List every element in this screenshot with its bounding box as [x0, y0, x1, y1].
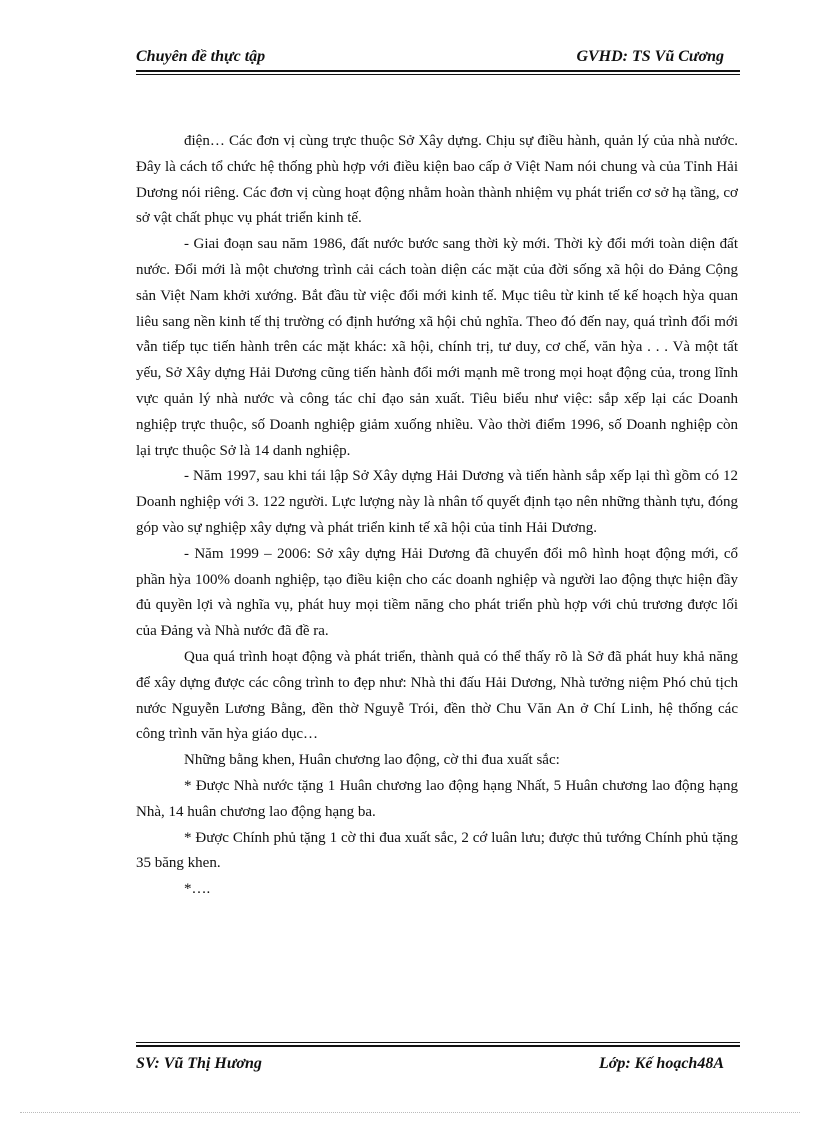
- paragraph: * Được Chính phủ tặng 1 cờ thi đua xuất sắc, 2 cớ luân lưu; được thủ tướng Chính phủ tặng 35 băng khen.: [136, 829, 738, 872]
- document-body: [136, 129, 738, 903]
- paragraph: * Được Nhà nước tặng 1 Huân chương lao động hạng Nhất, 5 Huân chương lao động hạng Nhà, 14 huân chương lao động hạng ba.: [136, 777, 738, 820]
- page-footer: [136, 1055, 730, 1079]
- header-course-title: Chuyên đề thực tập: [136, 48, 266, 65]
- page-header: [136, 48, 730, 72]
- page-bottom-border: [20, 1112, 800, 1113]
- paragraph: Những bằng khen, Huân chương lao động, cờ thi đua xuất sắc:: [184, 752, 560, 769]
- header-rule-thin: [136, 74, 740, 75]
- paragraph: *….: [184, 881, 211, 898]
- footer-rule-thick: [136, 1045, 740, 1047]
- header-rule-thick: [136, 70, 740, 72]
- paragraph: - Giai đoạn sau năm 1986, đất nước bước sang thời kỳ mới. Thời kỳ đổi mới toàn diện đất nước. Đổi mới là một chương trình cải cách toàn diện các mặt của đời sống xã hội do Đảng Cộng sản Việt Nam khởi xướng. Bắt đầu từ việc đổi mới kinh tế. Mục tiêu từ kinh tế kế hoạch hỳa quan liêu sang nền kinh tế thị trường có định hướng xã hội chủ nghĩa. Theo đó đến nay, quá trình đổi mới vẫn tiếp tục tiến hành trên các mặt khác: xã hội, chính trị, tư duy, cơ chế, văn hỳa . . . Và một tất yếu, Sở Xây dựng Hải Dương cũng tiến hành đổi mới mạnh mẽ trong mọi hoạt động của, trong lĩnh vực quản lý nhà nước và công tác chỉ đạo sản xuất. Tiêu biểu như việc: sắp xếp lại các Doanh nghiệp trực thuộc, số Doanh nghiệp giảm xuống nhiều. Vào thời điểm 1996, số Doanh nghiệp còn lại trực thuộc Sở là 14 danh nghiệp.: [136, 236, 738, 459]
- footer-class: Lớp: Kế hoạch48A: [598, 1055, 724, 1072]
- paragraph: - Năm 1999 – 2006: Sở xây dựng Hải Dương đã chuyển đổi mô hình hoạt động mới, cổ phần hỳa 100% doanh nghiệp, tạo điều kiện cho các doanh nghiệp và người lao động thực hiện đầy đủ quyền lợi và nghĩa vụ, phát huy mọi tiềm năng cho phát triển phù hợp với chủ trương được lối của Đảng và Nhà nước đã đề ra.: [136, 545, 738, 640]
- paragraph: Qua quá trình hoạt động và phát triển, thành quả có thể thấy rõ là Sở đã phát huy khả năng để xây dựng được các công trình to đẹp như: Nhà thi đấu Hải Dương, Nhà tưởng niệm Phó chủ tịch nước Nguyễn Lương Bằng, đền thờ Nguyễ Trói, đền thờ Chu Văn An ở Chí Linh, hệ thống các công trình văn hỳa giáo dục…: [136, 648, 738, 743]
- footer-rule-thin: [136, 1042, 740, 1043]
- paragraph: điện… Các đơn vị cùng trực thuộc Sở Xây dựng. Chịu sự điều hành, quản lý của nhà nước. Đây là cách tổ chức hệ thống phù hợp với điều kiện bao cấp ở Việt Nam nói chung và của Tỉnh Hải Dương nói riêng. Các đơn vị cùng hoạt động nhằm hoàn thành nhiệm vụ phát triển cơ sở hạ tầng, cơ sở vật chất phục vụ phát triển kinh tế.: [136, 133, 738, 227]
- header-supervisor: GVHD: TS Vũ Cương: [576, 48, 724, 65]
- paragraph: - Năm 1997, sau khi tái lập Sở Xây dựng Hải Dương và tiến hành sắp xếp lại thì gồm có 12 Doanh nghiệp với 3. 122 người. Lực lượng này là nhân tố quyết định tạo nên những thành tựu, đóng góp vào sự nghiệp xây dựng và phát triển kinh tế xã hội của tỉnh Hải Dương.: [136, 468, 738, 536]
- footer-student-name: SV: Vũ Thị Hương: [136, 1055, 262, 1072]
